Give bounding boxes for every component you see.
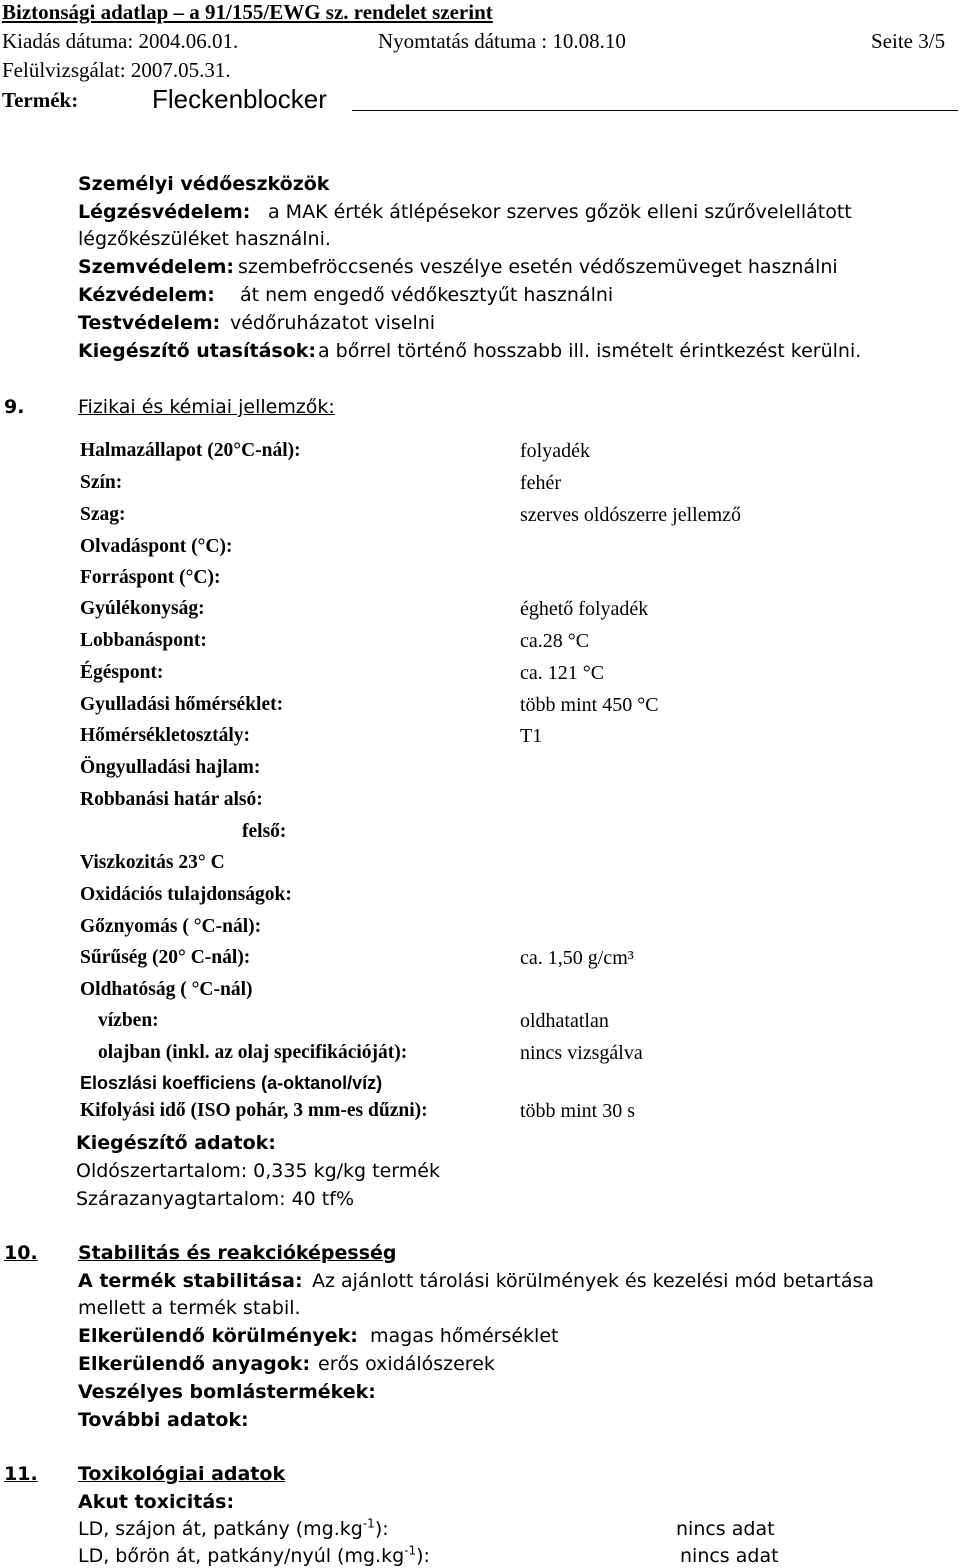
ppe-heading: Személyi védőeszközök: [78, 173, 330, 195]
ld-dermal-label: LD, bőrön át, patkány/nyúl $(mg.kg^{-1})$:: [78, 1543, 430, 1567]
avoid-conditions-label: Elkerülendő körülmények:: [78, 1325, 358, 1347]
property-label: Öngyulladási hajlam:: [80, 757, 261, 778]
avoid-materials-text: erős oxidálószerek: [318, 1353, 495, 1375]
property-label: Olvadáspont (°C):: [80, 536, 233, 557]
section-9-extra-heading: Kiegészítő adatok:: [76, 1132, 276, 1154]
section-10-number: 10.: [4, 1242, 38, 1264]
decomposition-label: Veszélyes bomlástermékek:: [78, 1381, 376, 1403]
dry-content: Szárazanyagtartalom: 40 tf%: [76, 1188, 354, 1210]
resp-text: a MAK érték átlépésekor szerves gőzök elleni szűrővelellátott: [268, 201, 852, 223]
property-value: fehér: [520, 472, 562, 494]
property-label: vízben:: [98, 1010, 159, 1031]
property-label: Lobbanáspont:: [80, 630, 207, 651]
property-value: ca. 1,50 g/cm³: [520, 947, 634, 969]
property-value: nincs vizsgálva: [520, 1042, 643, 1064]
property-label: felső:: [242, 821, 287, 842]
further-data-label: További adatok:: [78, 1409, 249, 1431]
property-label: Égéspont:: [80, 662, 164, 683]
product-name: Fleckenblocker: [152, 84, 327, 114]
solvent-content: Oldószertartalom: 0,335 kg/kg termék: [76, 1160, 440, 1182]
eye-label: Szemvédelem:: [78, 256, 234, 278]
product-underline: [352, 110, 958, 111]
hand-text: át nem engedő védőkesztyűt használni: [240, 284, 614, 306]
section-10-title: Stabilitás és reakcióképesség: [78, 1242, 397, 1264]
property-label: olajban (inkl. az olaj specifikációját):: [98, 1042, 408, 1063]
eye-text: szembefröccsenés veszélye esetén védőszemüveget használni: [238, 256, 838, 278]
body-label: Testvédelem:: [78, 312, 221, 334]
extra-label: Kiegészítő utasítások:: [78, 340, 316, 362]
property-label: Sűrűség (20° C-nál):: [80, 947, 251, 968]
section-11-title: Toxikológiai adatok: [78, 1463, 286, 1485]
property-label: Halmazállapot (20°C-nál):: [80, 440, 301, 461]
property-label: Robbanási határ alsó:: [80, 789, 263, 810]
property-label: Gyulladási hőmérséklet:: [80, 694, 284, 715]
property-label: Hőmérsékletosztály:: [80, 725, 251, 746]
acute-toxicity-label: Akut toxicitás:: [78, 1491, 235, 1513]
section-11-number: 11.: [4, 1463, 38, 1485]
ld-oral-label: LD, szájon át, patkány $(mg.kg^{-1})$:: [78, 1516, 389, 1540]
property-value: folyadék: [520, 440, 590, 462]
property-value: szerves oldószerre jellemző: [520, 504, 742, 526]
property-label: Szín:: [80, 472, 123, 493]
revision-date: Felülvizsgálat: 2007.05.31.: [2, 58, 231, 82]
body-text: védőruházatot viselni: [230, 312, 436, 334]
resp-text-cont: légzőkészüléket használni.: [78, 228, 331, 250]
avoid-conditions-text: magas hőmérséklet: [370, 1325, 559, 1347]
issue-date: Kiadás dátuma: 2004.06.01.: [2, 29, 239, 53]
stability-label: A termék stabilitása:: [78, 1270, 303, 1292]
property-label: Gyúlékonyság:: [80, 598, 205, 619]
stability-text-cont: mellett a termék stabil.: [78, 1297, 301, 1319]
property-value: ca. 121 °C: [520, 662, 605, 684]
stability-text: Az ajánlott tárolási körülmények és kezelési mód betartása: [312, 1270, 875, 1292]
property-value: T1: [520, 725, 543, 747]
property-label: Szag:: [80, 504, 126, 525]
property-label: Kifolyási idő (ISO pohár, 3 mm-es dűzni):: [80, 1100, 428, 1121]
print-date: Nyomtatás dátuma : 10.08.10: [378, 29, 626, 53]
property-value: oldhatatlan: [520, 1010, 609, 1032]
ld-dermal-value: nincs adat: [680, 1545, 779, 1567]
resp-label: Légzésvédelem:: [78, 201, 251, 223]
property-label: Viszkozitás 23° C: [80, 852, 225, 873]
page-number: Seite 3/5: [871, 29, 946, 53]
section-9-number: 9.: [4, 396, 25, 418]
ld-oral-value: nincs adat: [676, 1518, 775, 1540]
hand-label: Kézvédelem:: [78, 284, 215, 306]
property-value: ca.28 °C: [520, 630, 590, 652]
section-9-title: Fizikai és kémiai jellemzők:: [78, 396, 335, 418]
product-label: Termék:: [2, 88, 79, 112]
property-value: több mint 450 °C: [520, 694, 659, 716]
property-label: Oxidációs tulajdonságok:: [80, 884, 292, 905]
property-value: több mint 30 s: [520, 1100, 636, 1122]
property-label: Oldhatóság ( °C-nál): [80, 979, 253, 1000]
avoid-materials-label: Elkerülendő anyagok:: [78, 1353, 311, 1375]
property-label: Eloszlási koefficiens (a-oktanol/víz): [80, 1073, 383, 1093]
property-label: Forráspont (°C):: [80, 567, 221, 588]
property-label: Gőznyomás ( °C-nál):: [80, 916, 262, 937]
document-title: Biztonsági adatlap – a 91/155/EWG sz. rendelet szerint: [2, 0, 493, 24]
extra-text: a bőrrel történő hosszabb ill. ismételt érintkezést kerülni.: [318, 340, 862, 362]
property-value: éghető folyadék: [520, 598, 649, 620]
